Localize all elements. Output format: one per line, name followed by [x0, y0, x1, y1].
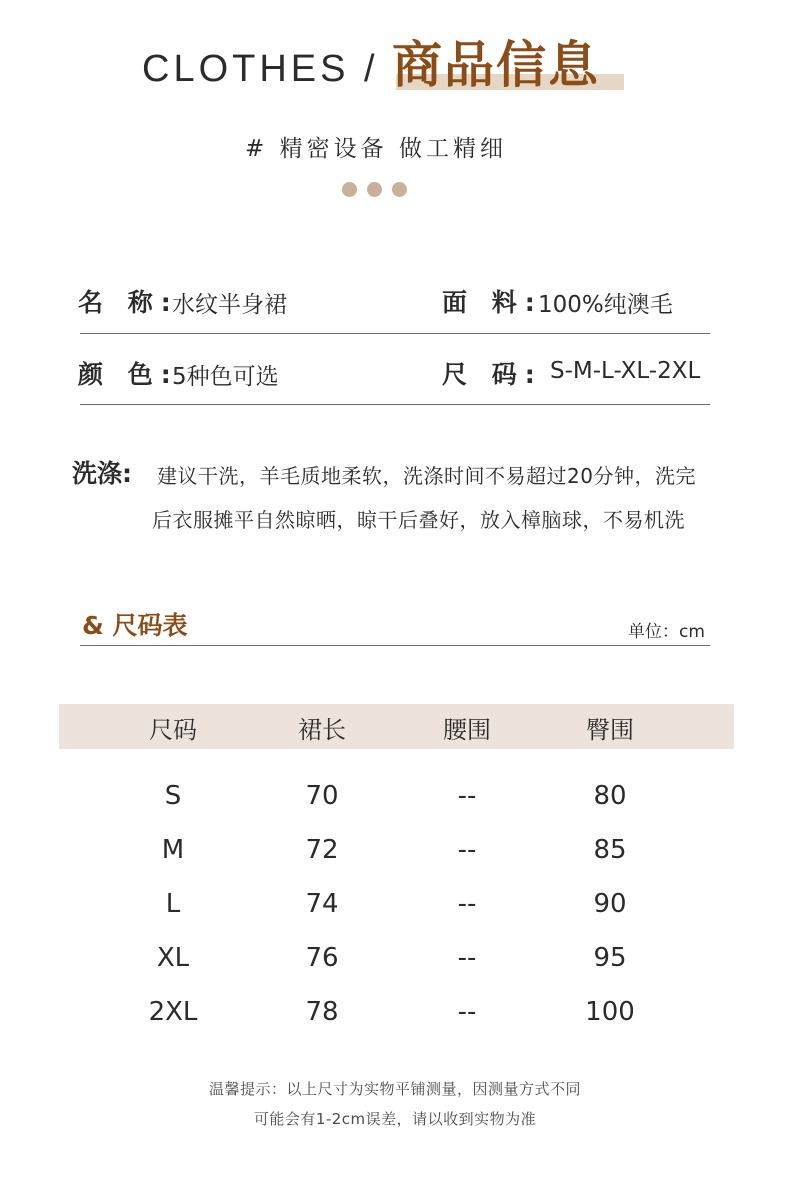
table-cell: XL — [156, 943, 190, 973]
dot-icon — [392, 182, 407, 197]
table-cell: 85 — [593, 835, 627, 865]
table-cell: -- — [457, 889, 477, 919]
table-cell: 90 — [593, 889, 627, 919]
washing-text-line1: 建议干洗，羊毛质地柔软，洗涤时间不易超过20分钟，洗完 — [157, 464, 696, 488]
table-cell: -- — [457, 997, 477, 1027]
table-cell: 100 — [585, 997, 635, 1027]
color-value: 5种色可选 — [172, 364, 279, 390]
divider — [80, 404, 710, 405]
size-label: 尺 码: — [442, 360, 543, 389]
divider — [80, 645, 710, 646]
column-header: 尺码 — [149, 716, 197, 744]
title-chinese: 商品信息 — [392, 36, 600, 94]
decorative-dots — [342, 182, 407, 197]
subtitle: # 精密设备 做工精细 — [245, 136, 507, 162]
material-value: 100%纯澳毛 — [538, 292, 673, 318]
note-line1: 温馨提示：以上尺寸为实物平铺测量，因测量方式不同 — [208, 1080, 581, 1098]
size-value: S-M-L-XL-2XL — [550, 358, 701, 384]
table-cell: 74 — [305, 889, 339, 919]
color-label: 颜 色: — [78, 360, 179, 389]
table-cell: L — [165, 889, 181, 919]
washing-text-line2: 后衣服摊平自然晾晒，晾干后叠好，放入樟脑球，不易机洗 — [152, 508, 685, 532]
name-label: 名 称: — [78, 288, 179, 317]
name-value: 水纹半身裙 — [172, 292, 287, 318]
table-cell: S — [164, 781, 182, 811]
column-header: 腰围 — [443, 716, 491, 744]
table-cell: 70 — [305, 781, 339, 811]
note-line2: 可能会有1-2cm误差，请以收到实物为准 — [253, 1110, 537, 1128]
divider — [80, 333, 710, 334]
table-cell: -- — [457, 943, 477, 973]
table-cell: 80 — [593, 781, 627, 811]
table-cell: 72 — [305, 835, 339, 865]
table-cell: -- — [457, 781, 477, 811]
material-label: 面 料: — [442, 288, 543, 317]
unit-label: 单位：cm — [628, 622, 705, 642]
table-cell: 95 — [593, 943, 627, 973]
column-header: 臀围 — [586, 716, 634, 744]
washing-label: 洗涤: — [72, 459, 132, 488]
table-cell: M — [161, 835, 185, 865]
size-chart-title: & 尺码表 — [82, 611, 188, 640]
table-cell: 2XL — [148, 997, 198, 1027]
dot-icon — [367, 182, 382, 197]
dot-icon — [342, 182, 357, 197]
table-cell: -- — [457, 835, 477, 865]
table-cell: 76 — [305, 943, 339, 973]
table-cell: 78 — [305, 997, 339, 1027]
title-english: CLOTHES / — [142, 48, 379, 90]
column-header: 裙长 — [298, 716, 346, 744]
